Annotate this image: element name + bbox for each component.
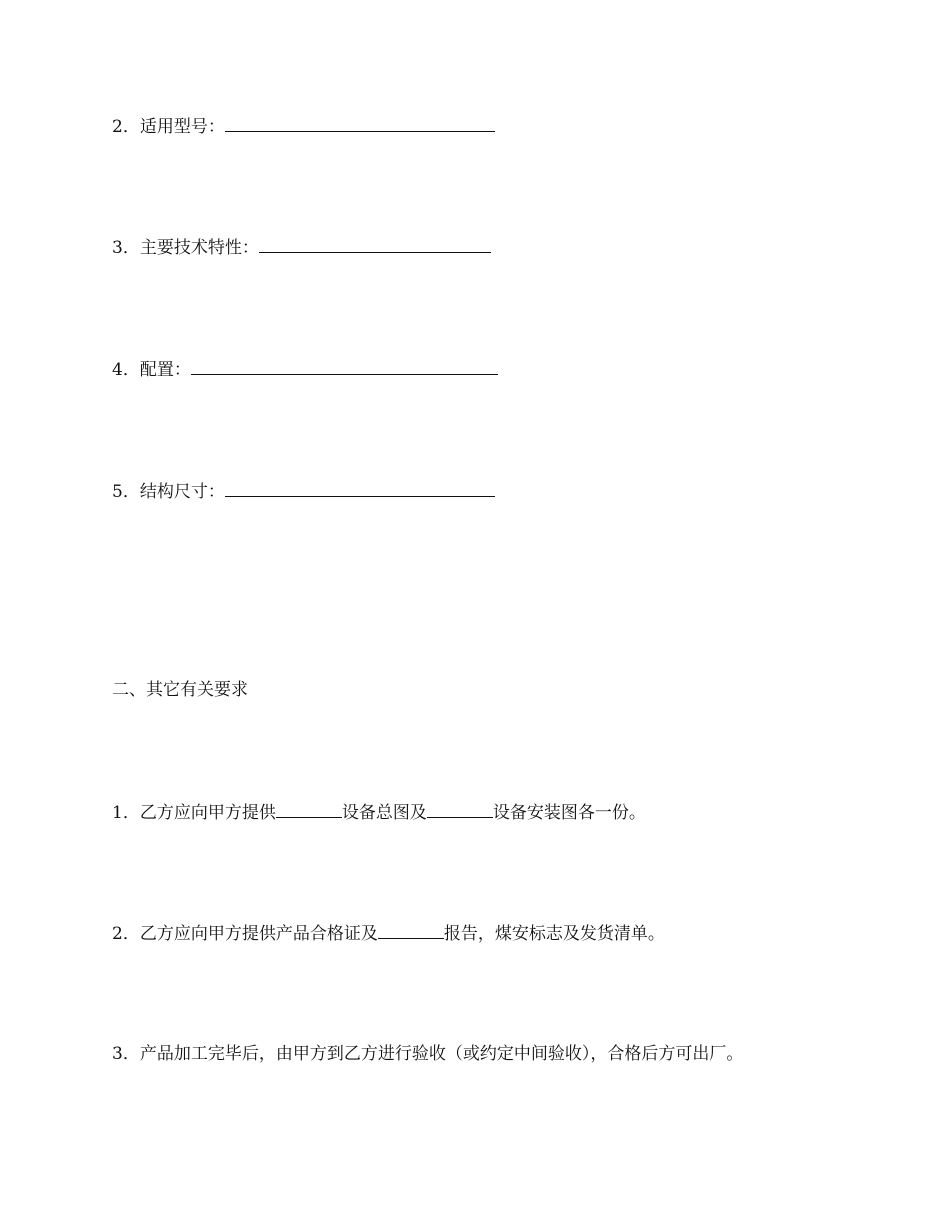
- item-label: 适用型号：: [139, 117, 225, 137]
- spec-item-configuration: [112, 357, 498, 381]
- fill-blank: [191, 357, 498, 375]
- requirement-text-c: 设备安装图各一份。: [492, 803, 646, 823]
- spec-item-tech-features: [112, 235, 491, 259]
- requirement-text-a: 乙方应向甲方提供: [139, 803, 276, 823]
- requirement-text-b: 报告，煤安标志及发货清单。: [443, 924, 665, 944]
- requirement-text: 产品加工完毕后，由甲方到乙方进行验收（或约定中间验收），合格后方可出厂。: [139, 1044, 744, 1064]
- fill-blank: [225, 479, 495, 497]
- requirement-item-2: [112, 921, 665, 945]
- requirement-text-b: 设备总图及: [341, 803, 427, 823]
- fill-blank: [378, 921, 444, 939]
- item-label: 配置：: [139, 360, 191, 380]
- fill-blank: [259, 235, 491, 253]
- item-label: 主要技术特性：: [139, 238, 259, 258]
- item-number: 5．: [112, 482, 140, 502]
- item-number: 3．: [112, 1044, 140, 1064]
- requirement-item-3: [112, 1043, 743, 1065]
- item-number: 3．: [112, 238, 140, 258]
- requirement-text-a: 乙方应向甲方提供产品合格证及: [139, 924, 378, 944]
- item-number: 2．: [112, 924, 140, 944]
- fill-blank: [276, 800, 342, 818]
- item-number: 4．: [112, 360, 140, 380]
- spec-item-dimensions: [112, 479, 495, 503]
- item-label: 结构尺寸：: [139, 482, 225, 502]
- section-heading: 二、其它有关要求: [112, 680, 248, 700]
- item-number: 1．: [112, 803, 140, 823]
- fill-blank: [427, 800, 493, 818]
- requirement-item-1: [112, 800, 646, 824]
- fill-blank: [225, 114, 495, 132]
- item-number: 2．: [112, 117, 140, 137]
- spec-item-model: [112, 114, 495, 138]
